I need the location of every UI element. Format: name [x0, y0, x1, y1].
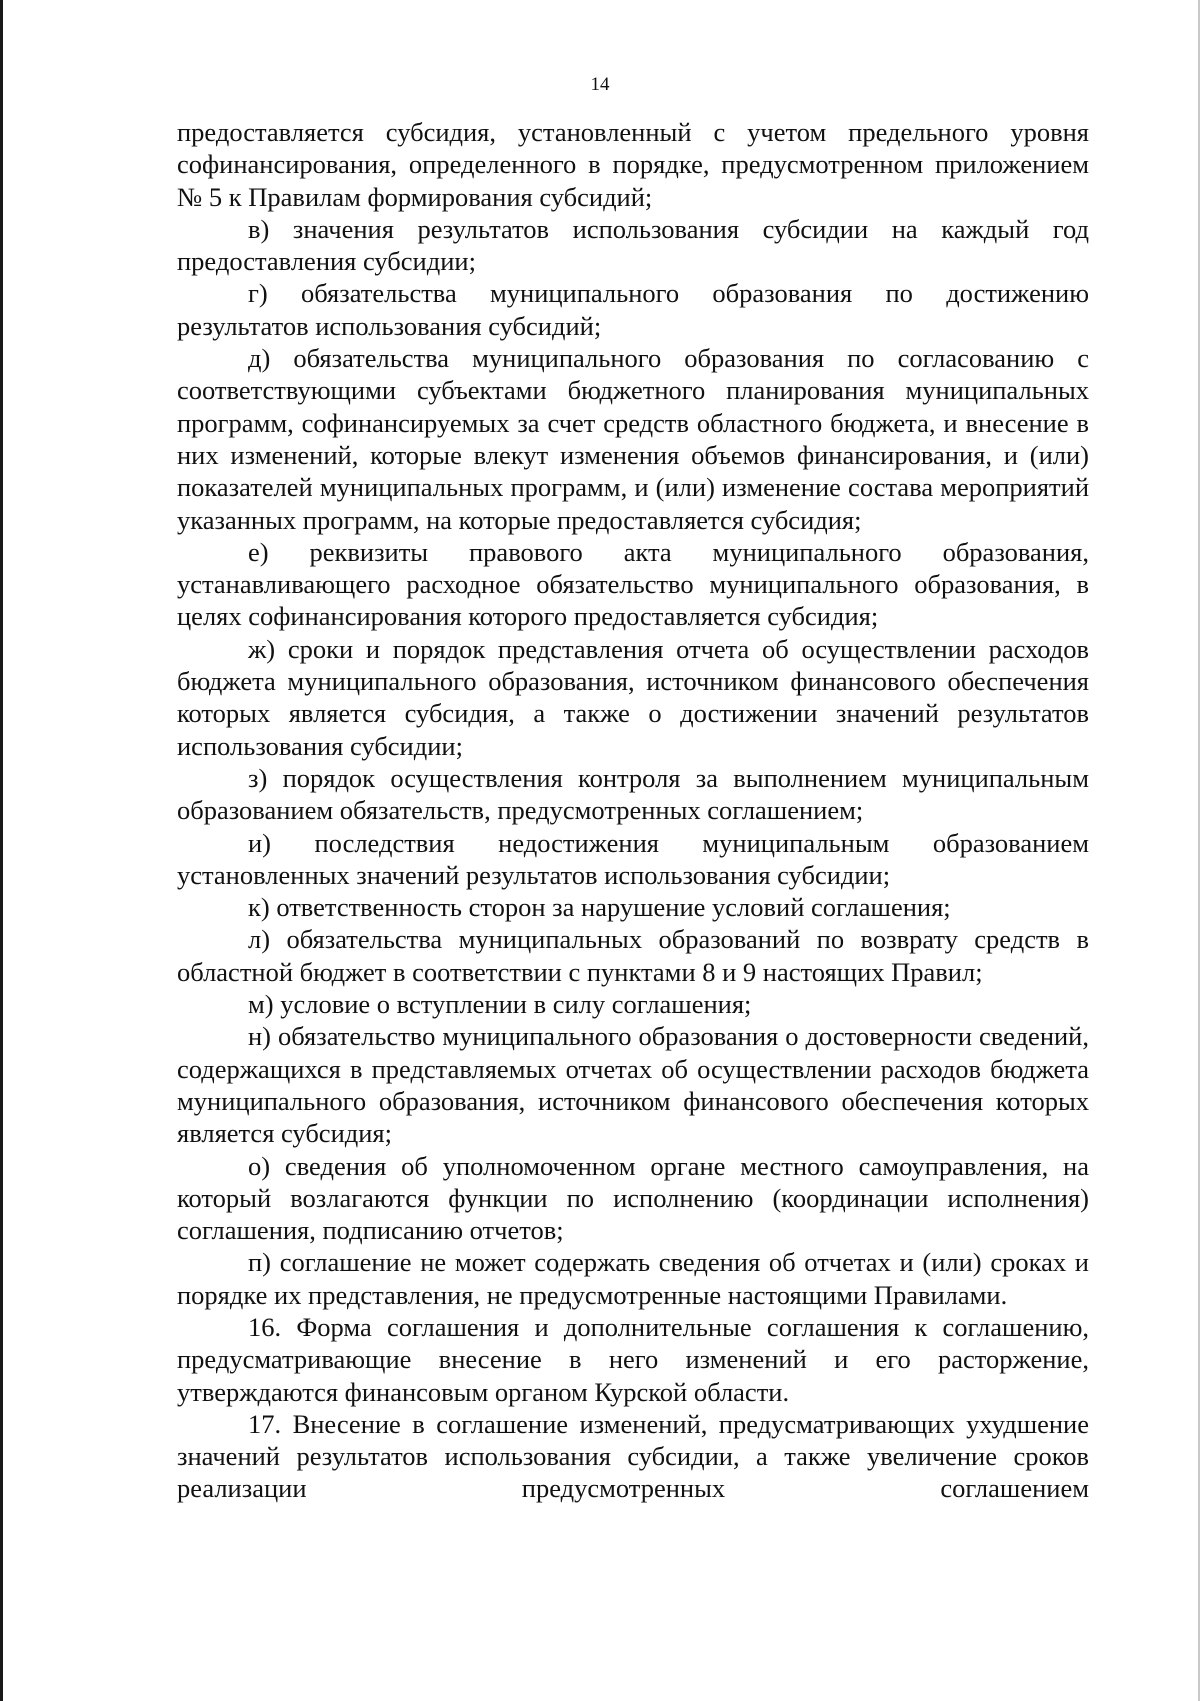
list-item-d: д) обязательства муниципального образования по согласованию с соответствующими субъектами бюджетного планирования муниципальных программ, софинансируемых за счет средств областного бюджета, и внесение в них изменений, которые влекут изменения объемов финансирования, и (или) показателей муниципальных программ, и (или) изменение состава мероприятий указанных программ, на которые предоставляется субсидия; — [177, 343, 1089, 535]
list-item-e: е) реквизиты правового акта муниципального образования, устанавливающего расходное обязательство муниципального образования, в целях софинансирования которого предоставляется субсидия; — [177, 536, 1089, 632]
list-item-k: к) ответственность сторон за нарушение условий соглашения; — [248, 892, 951, 923]
list-item-g: г) обязательства муниципального образования по достижению результатов использования субсидий; — [177, 278, 1089, 341]
paragraph-continuation: предоставляется субсидия, установленный с учетом предельного уровня софинансирования, определенного в порядке, предусмотренном приложением № 5 к Правилам формирования субсидий; — [177, 117, 1089, 212]
list-item-v: в) значения результатов использования субсидии на каждый год предоставления субсидии; — [177, 213, 1089, 277]
scan-edge-left — [0, 0, 3, 1701]
list-item-l: л) обязательства муниципальных образований по возврату средств в областной бюджет в соответствии с пунктами 8 и 9 настоящих Правил; — [177, 924, 1089, 987]
list-item-i: и) последствия недостижения муниципальным образованием установленных значений результатов использования субсидии; — [177, 827, 1089, 890]
list-item-m: м) условие о вступлении в силу соглашения; — [248, 989, 752, 1020]
page-number: 14 — [590, 74, 610, 95]
list-item-p: п) соглашение не может содержать сведения об отчетах и (или) сроках и порядке их представления, не предусмотренные настоящими Правилами. — [177, 1247, 1089, 1310]
clause-16: 16. Форма соглашения и дополнительные соглашения к соглашению, предусматривающие внесение в него изменений и его расторжение, утверждаются финансовым органом Курской области. — [177, 1311, 1089, 1407]
document-body — [177, 116, 1089, 1505]
list-item-n: н) обязательство муниципального образования о достоверности сведений, содержащихся в представляемых отчетах об осуществлении расходов бюджета муниципального образования, источником финансового обеспечения которых является субсидия; — [177, 1021, 1089, 1149]
list-item-z: з) порядок осуществления контроля за выполнением муниципальным образованием обязательств, предусмотренных соглашением; — [177, 762, 1089, 826]
clause-17: 17. Внесение в соглашение изменений, предусматривающих ухудшение значений результатов использования субсидии, а также увеличение сроков реализации предусмотренных соглашением — [177, 1408, 1089, 1504]
list-item-zh: ж) сроки и порядок представления отчета об осуществлении расходов бюджета муниципального образования, источником финансового обеспечения которых является субсидия, а также о достижении значений результатов использования субсидии; — [177, 633, 1089, 761]
list-item-o: о) сведения об уполномоченном органе местного самоуправления, на который возлагаются функции по исполнению (координации исполнения) соглашения, подписанию отчетов; — [177, 1150, 1089, 1246]
